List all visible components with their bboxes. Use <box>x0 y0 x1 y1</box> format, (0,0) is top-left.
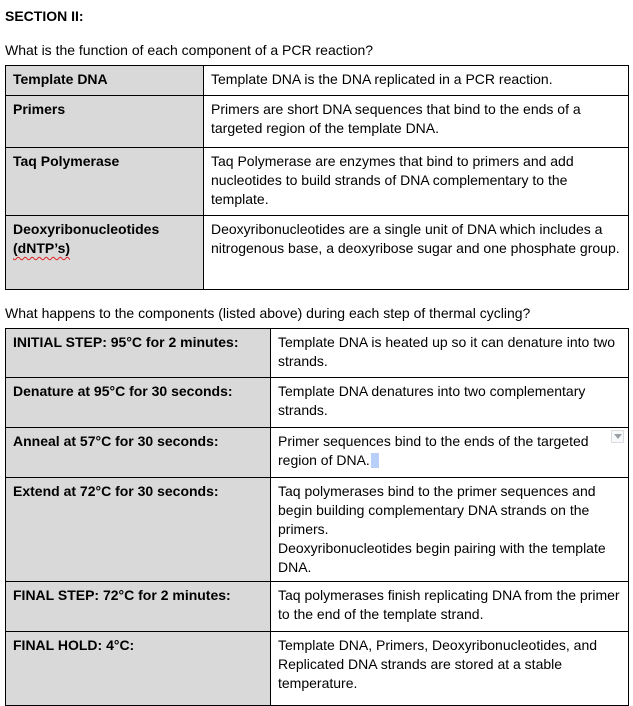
component-label-dntps-line2 <box>13 239 196 258</box>
cell-dropdown-button[interactable] <box>611 430 624 443</box>
component-desc-primers[interactable]: Primers are short DNA sequences that bind to the ends of a targeted region of the template DNA. <box>204 96 629 148</box>
component-desc-template-dna[interactable]: Template DNA is the DNA replicated in a PCR reaction. <box>204 66 629 96</box>
component-label-primers[interactable]: Primers <box>6 96 204 148</box>
step-label-denature[interactable]: Denature at 95°C for 30 seconds: <box>6 378 271 428</box>
table-row <box>6 478 629 582</box>
step-desc-denature[interactable]: Template DNA denatures into two complementary strands. <box>271 378 629 428</box>
component-label-template-dna[interactable]: Template DNA <box>6 66 204 96</box>
pcr-components-table <box>5 65 629 290</box>
misspelled-word: (dNTP’s) <box>13 240 71 256</box>
step-desc-initial[interactable]: Template DNA is heated up so it can denature into two strands. <box>271 329 629 378</box>
table-row <box>6 632 629 706</box>
step-desc-extend[interactable] <box>271 478 629 582</box>
step-desc-extend-para1: Taq polymerases bind to the primer sequences and begin building complementary DNA strands on the primers. <box>278 483 596 537</box>
table-row <box>6 378 629 428</box>
component-label-taq-polymerase[interactable]: Taq Polymerase <box>6 148 204 216</box>
section-heading[interactable]: SECTION II: <box>5 8 84 24</box>
question-thermal-cycling[interactable]: What happens to the components (listed above) during each step of thermal cycling? <box>5 305 531 321</box>
component-desc-taq-polymerase[interactable]: Taq Polymerase are enzymes that bind to primers and add nucleotides to build strands of DNA complementary to the template. <box>204 148 629 216</box>
table-row <box>6 66 629 96</box>
table-row <box>6 582 629 632</box>
chevron-down-icon <box>614 434 622 439</box>
text-selection-highlight <box>371 453 379 468</box>
component-label-dntps-line1: Deoxyribonucleotides <box>13 221 160 237</box>
step-label-extend[interactable]: Extend at 72°C for 30 seconds: <box>6 478 271 582</box>
step-label-final-step[interactable]: FINAL STEP: 72°C for 2 minutes: <box>6 582 271 632</box>
step-desc-extend-para2: Deoxyribonucleotides begin pairing with the template DNA. <box>278 540 606 575</box>
component-desc-dntps[interactable]: Deoxyribonucleotides are a single unit of DNA which includes a nitrogenous base, a deoxyribose sugar and one phosphate group. <box>204 216 629 290</box>
table-row <box>6 96 629 148</box>
step-label-anneal[interactable]: Anneal at 57°C for 30 seconds: <box>6 428 271 478</box>
step-label-final-hold[interactable]: FINAL HOLD: 4°C: <box>6 632 271 706</box>
step-desc-final-hold[interactable]: Template DNA, Primers, Deoxyribonucleotides, and Replicated DNA strands are stored at a stable temperature. <box>271 632 629 706</box>
table-row <box>6 329 629 378</box>
thermal-cycling-table <box>5 328 629 706</box>
step-desc-final-step[interactable]: Taq polymerases finish replicating DNA from the primer to the end of the template strand. <box>271 582 629 632</box>
step-desc-anneal-text: Primer sequences bind to the ends of the targeted region of DNA. <box>278 433 589 468</box>
table-row <box>6 148 629 216</box>
step-desc-anneal[interactable] <box>271 428 629 478</box>
table-row <box>6 428 629 478</box>
step-label-initial[interactable]: INITIAL STEP: 95°C for 2 minutes: <box>6 329 271 378</box>
question-pcr-components[interactable]: What is the function of each component of a PCR reaction? <box>5 42 374 58</box>
component-label-dntps[interactable] <box>6 216 204 290</box>
table-row <box>6 216 629 290</box>
